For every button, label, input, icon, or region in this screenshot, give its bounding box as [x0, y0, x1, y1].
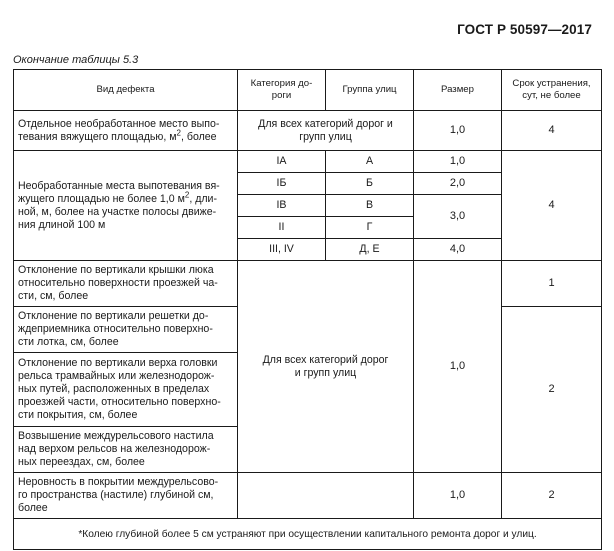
defect-text: Необработанные места выпотевания вя- жущего площадью не более 1,0 $м^2$, дли- ной, м, более на участке полосы движе- ния длиной 100 м	[18, 179, 220, 231]
defect-cell	[14, 261, 238, 307]
defect-text: Возвышение междурельсового настила над верхом рельсов на железнодорож- ных переездах, см, более	[18, 430, 214, 468]
category-cell: II	[238, 217, 326, 239]
category-cell: IA	[238, 151, 326, 173]
term-cell: 1	[502, 261, 602, 307]
col-header-term: Срок устранения, сут, не более	[502, 70, 602, 111]
table-row	[14, 473, 602, 519]
defect-cell	[14, 427, 238, 473]
defect-cell	[14, 353, 238, 427]
table-caption: Окончание таблицы 5.3	[13, 54, 139, 66]
defect-cell	[14, 151, 238, 261]
group-cell: В	[326, 195, 414, 217]
footnote-row	[14, 519, 602, 550]
defects-table	[13, 69, 602, 550]
term-cell: 2	[502, 473, 602, 519]
size-cell: 3,0	[414, 195, 502, 239]
defect-text: Отклонение по вертикали верха головки рельса трамвайных или железнодорож- ных путей, расположенных в пределах проезжей части, относительно поверхно- сти покрытия, см, более	[18, 357, 221, 421]
footnote: *Колею глубиной более 5 см устраняют при осуществлении капитального ремонта дорог и улиц.	[14, 519, 602, 550]
standard-number: ГОСТ Р 50597—2017	[457, 22, 592, 37]
defect-text: Отклонение по вертикали решетки до- ждеприемника относительно поверхно- сти лотка, см, более	[18, 310, 213, 348]
table-row	[14, 151, 602, 173]
col-header-street-group: Группа улиц	[326, 70, 414, 111]
term-cell: 4	[502, 151, 602, 261]
size-cell: 1,0	[414, 111, 502, 151]
defect-text: Неровность в покрытии междурельсово- го пространства (настиле) глубиной см, более	[18, 476, 219, 514]
category-cell: III, IV	[238, 239, 326, 261]
category-group-cell	[238, 473, 414, 519]
defect-text: Отдельное необработанное место выпо- тевания вяжущего площадью, $м^2$, более	[18, 117, 220, 143]
term-cell: 4	[502, 111, 602, 151]
size-cell: 1,0	[414, 473, 502, 519]
term-cell: 2	[502, 307, 602, 473]
col-header-road-category: Категория до- роги	[238, 70, 326, 111]
category-cell: IБ	[238, 173, 326, 195]
category-group-cell: Для всех категорий дорог и групп улиц	[238, 261, 414, 473]
defect-cell	[14, 473, 238, 519]
defect-text: Отклонение по вертикали крышки люка относительно поверхности проезжей ча- сти, см, более	[18, 264, 218, 302]
group-cell: Д, Е	[326, 239, 414, 261]
col-header-defect: Вид дефекта	[14, 70, 238, 111]
header-row	[14, 70, 602, 111]
table-row	[14, 111, 602, 151]
category-group-cell: Для всех категорий дорог и групп улиц	[238, 111, 414, 151]
category-cell: IB	[238, 195, 326, 217]
size-cell: 1,0	[414, 261, 502, 473]
size-cell: 1,0	[414, 151, 502, 173]
col-header-size: Размер	[414, 70, 502, 111]
group-cell: Г	[326, 217, 414, 239]
group-cell: А	[326, 151, 414, 173]
table-row	[14, 261, 602, 307]
defect-cell	[14, 111, 238, 151]
defect-cell	[14, 307, 238, 353]
size-cell: 2,0	[414, 173, 502, 195]
size-cell: 4,0	[414, 239, 502, 261]
group-cell: Б	[326, 173, 414, 195]
